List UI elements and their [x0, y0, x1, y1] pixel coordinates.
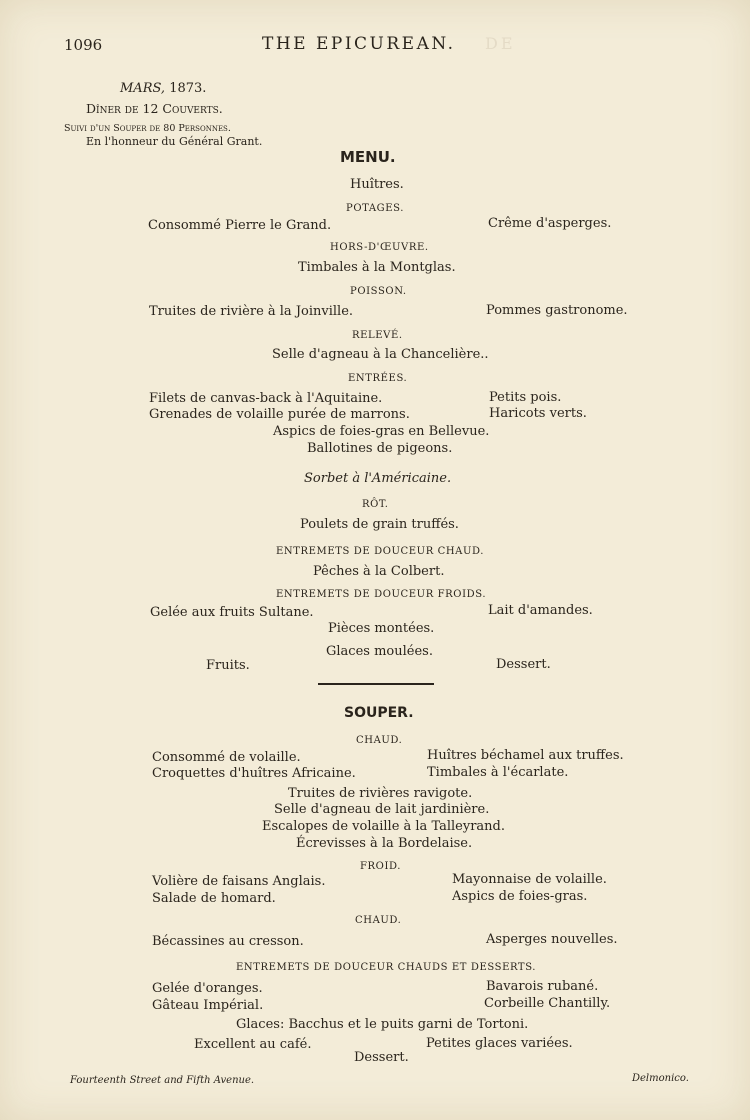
souper-entremets-left-2: Gâteau Impérial. — [152, 998, 264, 1013]
menu-huitres: Huîtres. — [350, 177, 404, 192]
souper-froid-heading: FROID. — [360, 861, 402, 872]
footer-address: Fourteenth Street and Fifth Avenue. — [70, 1075, 255, 1086]
entree-center-2: Ballotines de pigeons. — [307, 441, 453, 456]
souper-chaud-heading: CHAUD. — [356, 735, 403, 746]
entree-right-1: Petits pois. — [489, 390, 562, 405]
date-line — [120, 82, 206, 95]
souper-froid-left-1: Volière de faisans Anglais. — [152, 874, 326, 889]
pieces-montees: Pièces montées. — [328, 621, 435, 636]
footer-restaurant: Delmonico. — [632, 1073, 689, 1084]
souper-title: SOUPER. — [344, 705, 414, 721]
rot-heading: RÔT. — [362, 499, 389, 510]
glaces-moulees: Glaces moulées. — [326, 644, 433, 659]
souper-chaud2-right: Asperges nouvelles. — [486, 932, 618, 947]
entremets-chaud-heading: ENTREMETS DE DOUCEUR CHAUD. — [276, 546, 485, 557]
poisson-heading: POISSON. — [350, 286, 407, 297]
souper-chaud-right-2: Timbales à l'écarlate. — [427, 765, 569, 780]
entrees-heading: ENTRÉES. — [348, 373, 408, 384]
souper-chaud2-heading: CHAUD. — [355, 915, 402, 926]
souper-froid-left-2: Salade de homard. — [152, 891, 276, 906]
souper-center-1: Truites de rivières ravigote. — [288, 786, 473, 801]
souper-dessert: Dessert. — [354, 1050, 409, 1065]
releve-heading: RELEVÉ. — [352, 330, 403, 341]
souper-center-3: Escalopes de volaille à la Talleyrand. — [262, 819, 506, 834]
hors-doeuvre-heading: HORS-D'ŒUVRE. — [330, 242, 429, 253]
honour-line: En l'honneur du Général Grant. — [86, 135, 263, 148]
souper-cafe: Excellent au café. — [194, 1037, 312, 1052]
potage-left: Consommé Pierre le Grand. — [148, 218, 332, 233]
souper-petites-glaces: Petites glaces variées. — [426, 1036, 573, 1051]
souper-glaces: Glaces: Bacchus et le puits garni de Tortoni. — [236, 1017, 529, 1032]
entree-left-2: Grenades de volaille purée de marrons. — [149, 407, 410, 422]
running-head-title: THE EPICUREAN. — [262, 34, 456, 54]
souper-chaud-right-1: Huîtres béchamel aux truffes. — [427, 748, 624, 763]
page-number: 1096 — [64, 36, 103, 54]
sorbet-line: Sorbet à l'Américaine. — [304, 471, 452, 486]
souper-entremets-right-2: Corbeille Chantilly. — [484, 996, 611, 1011]
potage-right: Crême d'asperges. — [488, 216, 612, 231]
date-month: MARS, — [120, 81, 166, 96]
fruits: Fruits. — [206, 658, 250, 673]
hors-doeuvre-item: Timbales à la Montglas. — [298, 260, 456, 275]
section-divider — [318, 683, 434, 685]
menu-title: MENU. — [340, 148, 396, 166]
supper-note: Suivi d'un Souper de 80 Personnes. — [64, 123, 231, 134]
entremets-chaud-item: Pêches à la Colbert. — [313, 564, 445, 579]
froids-left: Gelée aux fruits Sultane. — [150, 605, 314, 620]
souper-chaud-left-2: Croquettes d'huîtres Africaine. — [152, 766, 356, 781]
souper-froid-right-1: Mayonnaise de volaille. — [452, 872, 607, 887]
souper-chaud-left-1: Consommé de volaille. — [152, 750, 301, 765]
poisson-right: Pommes gastronome. — [486, 303, 628, 318]
souper-entremets-left-1: Gelée d'oranges. — [152, 981, 263, 996]
entree-left-1: Filets de canvas-back à l'Aquitaine. — [149, 391, 383, 406]
souper-entremets-right-1: Bavarois rubané. — [486, 979, 599, 994]
date-year: 1873. — [169, 81, 207, 96]
dinner-line: Dîner de 12 Couverts. — [86, 101, 223, 116]
menu-dessert: Dessert. — [496, 657, 551, 672]
souper-froid-right-2: Aspics de foies-gras. — [452, 889, 588, 904]
souper-center-4: Écrevisses à la Bordelaise. — [296, 836, 473, 851]
potages-heading: POTAGES. — [346, 203, 405, 214]
bleed-through-text: DE — [485, 34, 516, 53]
entree-center-1: Aspics de foies-gras en Bellevue. — [273, 424, 490, 439]
souper-center-2: Selle d'agneau de lait jardinière. — [274, 802, 490, 817]
entremets-froids-heading: ENTREMETS DE DOUCEUR FROIDS. — [276, 589, 487, 600]
releve-item: Selle d'agneau à la Chancelière.. — [272, 347, 489, 362]
poisson-left: Truites de rivière à la Joinville. — [149, 304, 354, 319]
souper-entremets-heading: ENTREMETS DE DOUCEUR CHAUDS ET DESSERTS. — [236, 962, 537, 973]
souper-chaud2-left: Bécassines au cresson. — [152, 934, 304, 949]
entree-right-2: Haricots verts. — [489, 406, 587, 421]
rot-item: Poulets de grain truffés. — [300, 517, 459, 532]
froids-right: Lait d'amandes. — [488, 603, 593, 618]
